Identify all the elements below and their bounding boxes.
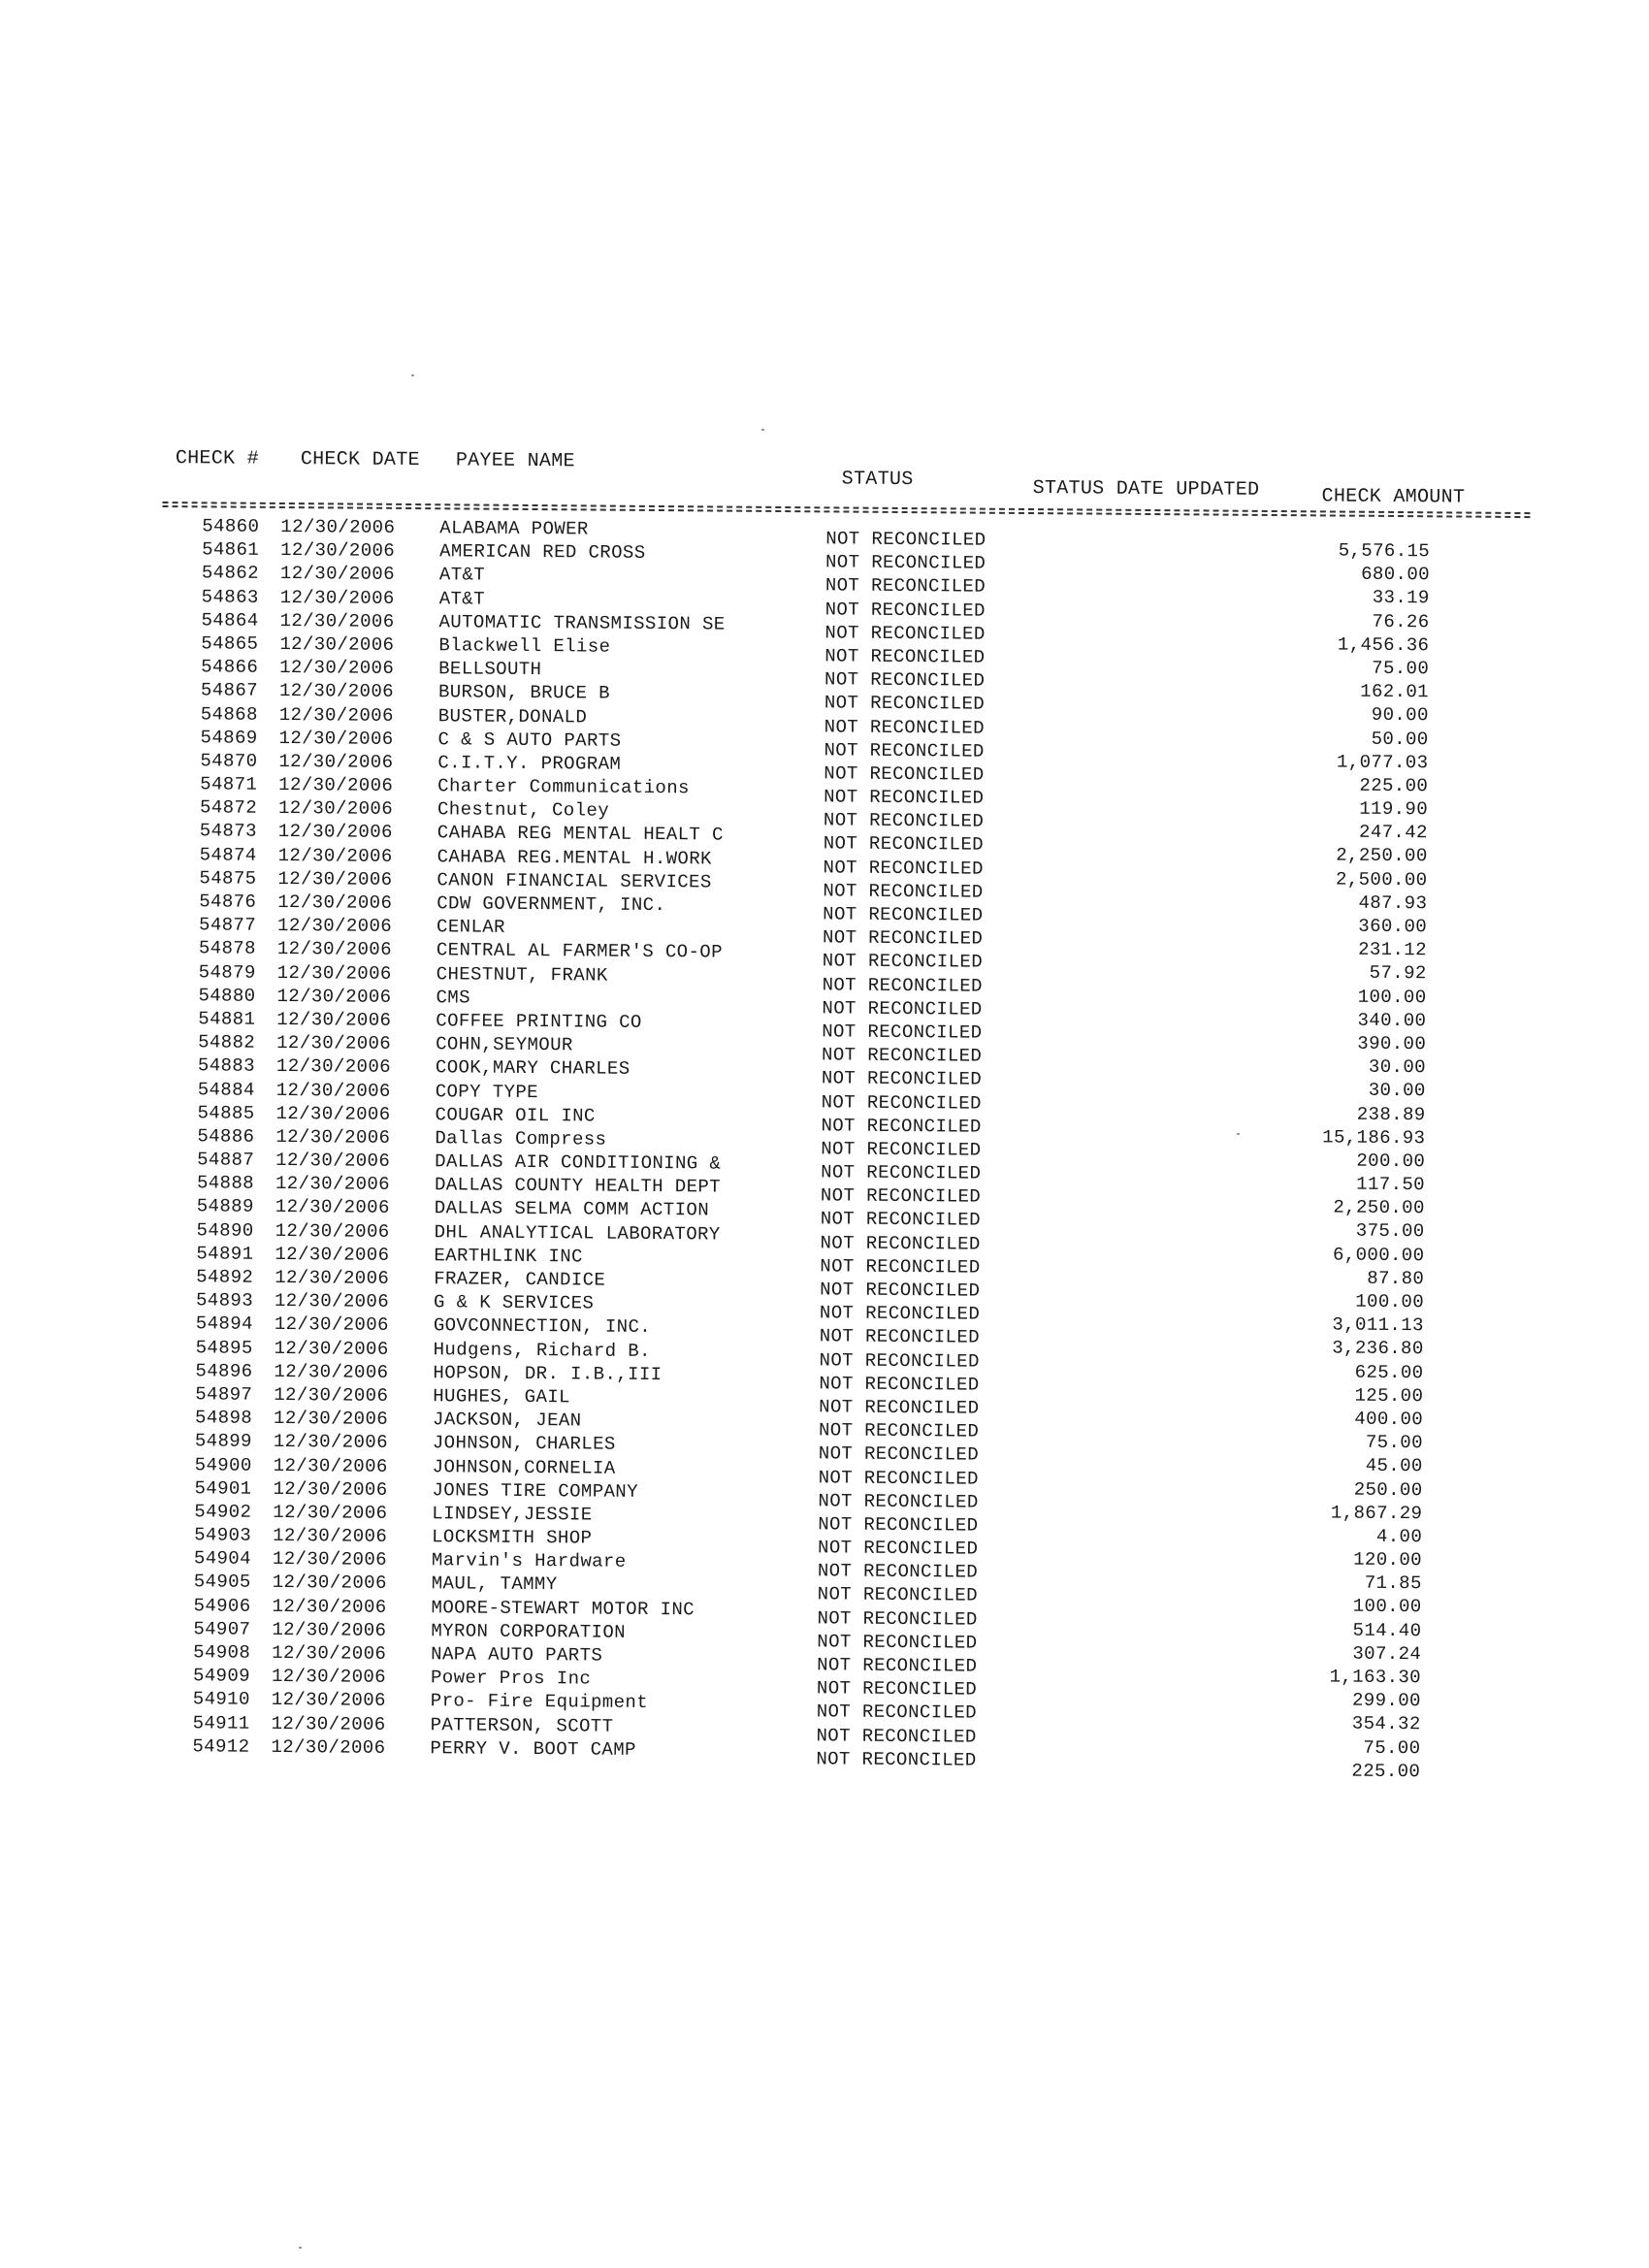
check-amount-cell: 30.00 [1368, 1080, 1426, 1102]
status-cell: NOT RECONCILED [823, 880, 984, 903]
check-date-cell: 12/30/2006 [274, 1408, 389, 1430]
check-date-cell: 12/30/2006 [279, 632, 395, 656]
payee-name-cell: Power Pros Inc [430, 1667, 592, 1690]
payee-name-cell: COUGAR OIL INC [435, 1103, 596, 1127]
check-amount-cell: 225.00 [1359, 774, 1429, 797]
status-cell: NOT RECONCILED [822, 950, 984, 974]
status-cell: NOT RECONCILED [821, 1138, 982, 1161]
payee-name-cell: BELLSOUTH [438, 658, 542, 681]
payee-name-cell: CHESTNUT, FRANK [436, 962, 608, 987]
check-number-cell: 54896 [195, 1360, 253, 1382]
status-cell: NOT RECONCILED [819, 1373, 980, 1396]
payee-name-cell: GOVCONNECTION, INC. [433, 1314, 652, 1339]
check-date-cell: 12/30/2006 [275, 1079, 391, 1102]
check-date-cell: 12/30/2006 [273, 1477, 388, 1501]
check-date-cell: 12/30/2006 [273, 1501, 388, 1524]
payee-name-cell: CAHABA REG MENTAL HEALT C [436, 822, 724, 846]
check-amount-cell: 225.00 [1351, 1760, 1421, 1782]
check-amount-cell: 400.00 [1354, 1408, 1424, 1431]
payee-name-cell: JONES TIRE COMPANY [432, 1478, 639, 1503]
payee-name-cell: Chestnut, Coley [436, 798, 610, 822]
check-number-cell: 54911 [192, 1711, 250, 1734]
check-amount-cell: 231.12 [1358, 938, 1428, 961]
check-date-cell: 12/30/2006 [274, 1313, 389, 1337]
check-number-cell: 54890 [196, 1218, 254, 1242]
status-cell: NOT RECONCILED [824, 786, 985, 809]
status-cell: NOT RECONCILED [817, 1583, 978, 1607]
status-cell: NOT RECONCILED [816, 1677, 978, 1701]
status-cell: NOT RECONCILED [820, 1231, 981, 1255]
status-cell: NOT RECONCILED [817, 1654, 978, 1677]
check-number-cell: 54862 [201, 562, 260, 585]
check-date-cell: 12/30/2006 [275, 1243, 390, 1266]
payee-name-cell: G & K SERVICES [433, 1291, 595, 1314]
status-cell: NOT RECONCILED [818, 1490, 979, 1513]
check-amount-cell: 1,867.29 [1330, 1502, 1423, 1524]
payee-name-cell: BURSON, BRUCE B [437, 681, 611, 704]
check-amount-cell: 33.19 [1372, 587, 1430, 609]
payee-name-cell: COFFEE PRINTING CO [436, 1010, 642, 1033]
check-date-cell: 12/30/2006 [274, 1337, 389, 1360]
check-number-cell: 54908 [193, 1641, 251, 1664]
header-status: STATUS [841, 468, 914, 492]
check-amount-cell: 487.93 [1358, 891, 1428, 915]
check-date-cell: 12/30/2006 [272, 1641, 387, 1665]
payee-name-cell: HUGHES, GAIL [433, 1385, 570, 1409]
payee-name-cell: CAHABA REG.MENTAL H.WORK [436, 845, 712, 870]
payee-name-cell: PATTERSON, SCOTT [430, 1713, 614, 1737]
check-number-cell: 54912 [192, 1735, 250, 1758]
payee-name-cell: HOPSON, DR. I.B.,III [433, 1361, 663, 1385]
check-number-cell: 54875 [199, 867, 257, 890]
check-date-cell: 12/30/2006 [279, 657, 395, 680]
payee-name-cell: CENLAR [436, 916, 505, 938]
check-amount-cell: 100.00 [1355, 1290, 1425, 1313]
check-number-cell: 54885 [197, 1101, 255, 1124]
payee-name-cell: Hudgens, Richard B. [433, 1338, 651, 1362]
status-cell: NOT RECONCILED [820, 1184, 982, 1208]
check-date-cell: 12/30/2006 [278, 680, 395, 703]
status-cell: NOT RECONCILED [824, 622, 986, 645]
check-number-cell: 54904 [193, 1547, 252, 1570]
check-number-cell: 54909 [192, 1665, 251, 1687]
payee-name-cell: JACKSON, JEAN [433, 1409, 582, 1432]
check-number-cell: 54897 [195, 1383, 253, 1406]
payee-name-cell: DALLAS AIR CONDITIONING & [435, 1150, 722, 1175]
payee-name-cell: AT&T [438, 564, 486, 586]
payee-name-cell: EARTHLINK INC [434, 1245, 583, 1268]
check-number-cell: 54871 [200, 773, 258, 795]
check-number-cell: 54882 [198, 1031, 256, 1053]
column-header-row [163, 441, 1540, 509]
status-cell: NOT RECONCILED [819, 1302, 981, 1325]
check-amount-cell: 30.00 [1368, 1055, 1427, 1079]
check-amount-cell: 76.26 [1372, 610, 1430, 632]
status-cell: NOT RECONCILED [822, 997, 983, 1021]
payee-name-cell: Charter Communications [437, 775, 690, 799]
status-cell: NOT RECONCILED [822, 1021, 983, 1044]
payee-name-cell: AMERICAN RED CROSS [439, 540, 646, 565]
status-cell: NOT RECONCILED [821, 1090, 982, 1115]
payee-name-cell: Dallas Compress [435, 1127, 607, 1150]
status-cell: NOT RECONCILED [820, 1279, 981, 1302]
check-date-cell: 12/30/2006 [275, 1149, 391, 1172]
check-date-cell: 12/30/2006 [279, 563, 396, 586]
scan-speck [1237, 1133, 1240, 1135]
check-date-cell: 12/30/2006 [272, 1595, 387, 1618]
status-cell: NOT RECONCILED [824, 739, 985, 762]
check-date-cell: 12/30/2006 [274, 1383, 389, 1407]
check-amount-cell: 2,500.00 [1335, 868, 1428, 891]
payee-name-cell: BUSTER,DONALD [437, 704, 588, 728]
check-date-cell: 12/30/2006 [276, 1008, 392, 1031]
check-number-cell: 54864 [201, 609, 259, 632]
status-cell: NOT RECONCILED [825, 528, 986, 551]
status-cell: NOT RECONCILED [818, 1442, 980, 1466]
check-number-cell: 54898 [194, 1407, 253, 1429]
check-amount-cell: 354.32 [1351, 1713, 1421, 1735]
check-number-cell: 54870 [200, 750, 258, 772]
payee-name-cell: CMS [436, 986, 471, 1009]
status-cell: NOT RECONCILED [817, 1537, 979, 1560]
check-amount-cell: 71.85 [1364, 1572, 1422, 1595]
check-amount-cell: 680.00 [1361, 563, 1431, 586]
check-date-cell: 12/30/2006 [271, 1689, 386, 1712]
check-amount-cell: 1,456.36 [1337, 633, 1430, 657]
status-cell: NOT RECONCILED [821, 1067, 983, 1090]
payee-name-cell: NAPA AUTO PARTS [431, 1643, 603, 1667]
check-date-cell: 12/30/2006 [277, 797, 394, 821]
status-cell: NOT RECONCILED [821, 1044, 983, 1067]
check-number-cell: 54869 [200, 727, 258, 749]
payee-name-cell: DALLAS SELMA COMM ACTION [434, 1197, 710, 1221]
check-amount-cell: 360.00 [1358, 915, 1428, 938]
check-amount-cell: 250.00 [1353, 1478, 1423, 1501]
check-number-cell: 54883 [197, 1054, 256, 1078]
status-cell: NOT RECONCILED [823, 809, 985, 832]
check-amount-cell: 514.40 [1352, 1619, 1422, 1641]
check-amount-cell: 340.00 [1357, 1009, 1427, 1031]
scan-speck [411, 374, 414, 376]
header-check-date: CHECK DATE [300, 448, 420, 472]
check-amount-cell: 87.80 [1367, 1267, 1425, 1290]
check-number-cell: 54868 [200, 702, 258, 726]
check-number-cell: 54895 [195, 1336, 253, 1359]
check-amount-cell: 307.24 [1352, 1642, 1422, 1666]
check-number-cell: 54903 [194, 1524, 252, 1546]
check-amount-cell: 1,077.03 [1336, 751, 1429, 773]
payee-name-cell: C & S AUTO PARTS [437, 728, 622, 752]
check-date-cell: 12/30/2006 [278, 774, 394, 796]
payee-name-cell: Pro- Fire Equipment [430, 1690, 649, 1714]
status-cell: NOT RECONCILED [824, 551, 986, 574]
check-date-cell: 12/30/2006 [280, 515, 396, 538]
check-amount-cell: 238.89 [1356, 1103, 1426, 1125]
check-date-cell: 12/30/2006 [271, 1666, 387, 1689]
header-status-date-updated: STATUS DATE UPDATED [1032, 477, 1260, 502]
check-amount-cell: 125.00 [1354, 1384, 1424, 1407]
check-number-cell: 54872 [199, 796, 258, 820]
payee-name-cell: AUTOMATIC TRANSMISSION SE [438, 610, 726, 635]
check-number-cell: 54884 [197, 1078, 255, 1101]
check-date-cell: 12/30/2006 [277, 844, 393, 867]
status-cell: NOT RECONCILED [824, 692, 986, 715]
check-number-cell: 54878 [198, 937, 256, 960]
check-number-cell: 54887 [197, 1149, 255, 1171]
check-number-cell: 54894 [195, 1312, 253, 1336]
check-amount-cell: 90.00 [1371, 704, 1429, 727]
check-amount-cell: 2,250.00 [1333, 1196, 1425, 1219]
check-amount-cell: 5,576.15 [1338, 539, 1431, 563]
check-number-cell: 54880 [198, 985, 256, 1007]
check-amount-cell: 1,163.30 [1329, 1666, 1422, 1689]
status-cell: NOT RECONCILED [824, 668, 986, 692]
check-date-cell: 12/30/2006 [276, 915, 393, 938]
payee-name-cell: MOORE-STEWART MOTOR INC [431, 1596, 695, 1620]
check-number-cell: 54867 [200, 679, 259, 702]
check-number-cell: 54901 [194, 1476, 252, 1500]
check-date-cell: 12/30/2006 [279, 609, 395, 632]
check-number-cell: 54886 [197, 1125, 255, 1148]
status-cell: NOT RECONCILED [823, 832, 985, 857]
check-amount-cell: 4.00 [1375, 1525, 1423, 1548]
check-number-cell: 54905 [193, 1571, 251, 1594]
status-cell: NOT RECONCILED [818, 1513, 979, 1537]
check-date-cell: 12/30/2006 [272, 1618, 387, 1641]
status-cell: NOT RECONCILED [816, 1724, 977, 1748]
check-date-cell: 12/30/2006 [275, 1266, 390, 1289]
check-number-cell: 54888 [196, 1172, 255, 1195]
check-date-cell: 12/30/2006 [275, 1055, 392, 1079]
check-number-cell: 54889 [196, 1195, 254, 1218]
check-date-cell: 12/30/2006 [277, 891, 393, 914]
check-number-cell: 54900 [194, 1453, 252, 1476]
status-cell: NOT RECONCILED [824, 574, 986, 599]
status-cell: NOT RECONCILED [823, 903, 984, 926]
check-date-cell: 12/30/2006 [275, 1196, 390, 1219]
payee-name-cell: COOK,MARY CHARLES [435, 1056, 630, 1081]
payee-name-cell: AT&T [438, 587, 486, 610]
check-date-cell: 12/30/2006 [277, 867, 393, 891]
check-number-cell: 54902 [194, 1501, 252, 1523]
status-cell: NOT RECONCILED [817, 1631, 978, 1654]
check-number-cell: 54893 [195, 1289, 254, 1312]
check-amount-cell: 75.00 [1365, 1431, 1424, 1454]
check-date-cell: 12/30/2006 [276, 985, 392, 1008]
scan-speck [299, 2247, 302, 2249]
check-date-cell: 12/30/2006 [276, 961, 392, 985]
check-date-cell: 12/30/2006 [273, 1524, 388, 1547]
payee-name-cell: MYRON CORPORATION [431, 1620, 627, 1643]
payee-name-cell: DALLAS COUNTY HEALTH DEPT [434, 1174, 722, 1198]
status-cell: NOT RECONCILED [816, 1748, 977, 1771]
status-cell: NOT RECONCILED [824, 762, 985, 786]
payee-name-cell: COPY TYPE [435, 1080, 539, 1103]
check-amount-cell: 57.92 [1369, 962, 1427, 985]
check-rows [152, 515, 1539, 1782]
status-cell: NOT RECONCILED [816, 1701, 978, 1725]
check-number-cell: 54874 [199, 843, 257, 866]
status-cell: NOT RECONCILED [824, 598, 986, 622]
payee-name-cell: DHL ANALYTICAL LABORATORY [434, 1220, 721, 1246]
payee-name-cell: Blackwell Elise [438, 634, 611, 658]
check-date-cell: 12/30/2006 [276, 1032, 392, 1054]
check-amount-cell: 100.00 [1352, 1596, 1422, 1618]
payee-name-cell: LINDSEY,JESSIE [432, 1503, 593, 1526]
status-cell: NOT RECONCILED [822, 973, 983, 997]
status-cell: NOT RECONCILED [824, 715, 986, 739]
check-date-cell: 12/30/2006 [278, 727, 394, 750]
check-register-report [152, 441, 1540, 1782]
payee-name-cell: C.I.T.Y. PROGRAM [437, 752, 622, 775]
check-amount-cell: 299.00 [1351, 1689, 1421, 1712]
check-date-cell: 12/30/2006 [274, 1290, 390, 1313]
status-cell: NOT RECONCILED [823, 856, 984, 880]
check-number-cell: 54866 [201, 656, 259, 678]
check-number-cell: 54876 [199, 891, 257, 913]
payee-name-cell: JOHNSON,CORNELIA [432, 1455, 616, 1479]
check-amount-cell: 375.00 [1355, 1220, 1425, 1243]
status-cell: NOT RECONCILED [820, 1255, 981, 1279]
check-date-cell: 12/30/2006 [275, 1219, 390, 1243]
scan-speck [761, 429, 764, 431]
check-date-cell: 12/30/2006 [274, 1360, 389, 1383]
check-date-cell: 12/30/2006 [272, 1571, 387, 1595]
header-check-number: CHECK # [175, 447, 260, 470]
header-check-amount: CHECK AMOUNT [1321, 485, 1466, 509]
check-date-cell: 12/30/2006 [273, 1431, 389, 1454]
check-date-cell: 12/30/2006 [275, 1102, 391, 1125]
payee-name-cell: ALABAMA POWER [439, 517, 589, 540]
status-cell: NOT RECONCILED [822, 926, 984, 950]
check-number-cell: 54861 [202, 538, 260, 561]
status-cell: NOT RECONCILED [817, 1560, 979, 1583]
check-date-cell: 12/30/2006 [279, 586, 395, 609]
check-amount-cell: 120.00 [1353, 1548, 1423, 1571]
payee-name-cell: CENTRAL AL FARMER'S CO-OP [436, 939, 724, 963]
check-number-cell: 54865 [201, 632, 259, 655]
payee-name-cell: CANON FINANCIAL SERVICES [436, 869, 712, 893]
check-date-cell: 12/30/2006 [275, 1125, 391, 1149]
payee-name-cell: LOCKSMITH SHOP [432, 1526, 593, 1549]
payee-name-cell: JOHNSON, CHARLES [432, 1432, 616, 1456]
payee-name-cell: FRAZER, CANDICE [434, 1268, 606, 1291]
check-number-cell: 54877 [198, 914, 257, 936]
status-cell: NOT RECONCILED [821, 1161, 982, 1184]
check-number-cell: 54881 [198, 1008, 256, 1030]
check-amount-cell: 200.00 [1356, 1150, 1426, 1173]
check-number-cell: 54906 [193, 1594, 251, 1617]
check-amount-cell: 390.00 [1357, 1032, 1427, 1055]
check-date-cell: 12/30/2006 [272, 1548, 388, 1571]
check-date-cell: 12/30/2006 [271, 1735, 386, 1759]
check-amount-cell: 15,186.93 [1322, 1126, 1426, 1149]
status-cell: NOT RECONCILED [820, 1208, 982, 1232]
status-cell: NOT RECONCILED [819, 1325, 981, 1349]
status-cell: NOT RECONCILED [824, 645, 986, 668]
header-payee-name: PAYEE NAME [455, 449, 575, 473]
check-date-cell: 12/30/2006 [273, 1454, 388, 1477]
check-date-cell: 12/30/2006 [278, 750, 394, 773]
check-date-cell: 12/30/2006 [276, 938, 393, 961]
check-number-cell: 54863 [201, 585, 259, 608]
check-number-cell: 54891 [196, 1243, 254, 1265]
check-date-cell: 12/30/2006 [275, 1173, 391, 1196]
check-amount-cell: 2,250.00 [1336, 844, 1428, 867]
check-amount-cell: 75.00 [1363, 1736, 1421, 1759]
check-date-cell: 12/30/2006 [271, 1712, 386, 1735]
check-amount-cell: 50.00 [1371, 728, 1429, 750]
payee-name-cell: PERRY V. BOOT CAMP [430, 1736, 636, 1761]
check-amount-cell: 75.00 [1372, 657, 1430, 680]
check-number-cell: 54899 [194, 1430, 252, 1453]
check-amount-cell: 3,011.13 [1332, 1313, 1424, 1337]
check-date-cell: 12/30/2006 [278, 703, 394, 727]
status-cell: NOT RECONCILED [817, 1606, 978, 1631]
status-cell: NOT RECONCILED [821, 1115, 982, 1138]
check-amount-cell: 162.01 [1360, 680, 1430, 703]
status-cell: NOT RECONCILED [819, 1348, 980, 1373]
payee-name-cell: COHN,SEYMOUR [436, 1033, 573, 1056]
payee-name-cell: Marvin's Hardware [431, 1549, 627, 1573]
check-number-cell: 54892 [196, 1266, 254, 1288]
check-number-cell: 54879 [198, 960, 256, 984]
check-date-cell: 12/30/2006 [277, 821, 393, 844]
check-amount-cell: 3,236.80 [1332, 1337, 1424, 1360]
check-amount-cell: 625.00 [1354, 1361, 1424, 1383]
status-cell: NOT RECONCILED [818, 1466, 979, 1490]
check-amount-cell: 117.50 [1356, 1173, 1426, 1196]
payee-name-cell: MAUL, TAMMY [431, 1572, 558, 1596]
check-number-cell: 54873 [199, 820, 257, 843]
check-amount-cell: 247.42 [1358, 821, 1428, 844]
check-amount-cell: 100.00 [1357, 986, 1427, 1008]
payee-name-cell: CDW GOVERNMENT, INC. [436, 892, 666, 917]
status-cell: NOT RECONCILED [818, 1419, 980, 1442]
check-amount-cell: 119.90 [1359, 797, 1429, 821]
status-cell: NOT RECONCILED [819, 1396, 980, 1419]
check-amount-cell: 45.00 [1365, 1455, 1423, 1477]
check-amount-cell: 6,000.00 [1332, 1244, 1425, 1266]
check-number-cell: 54910 [192, 1688, 250, 1711]
check-number-cell: 54860 [202, 515, 260, 537]
check-date-cell: 12/30/2006 [280, 539, 396, 563]
check-number-cell: 54907 [193, 1618, 251, 1640]
